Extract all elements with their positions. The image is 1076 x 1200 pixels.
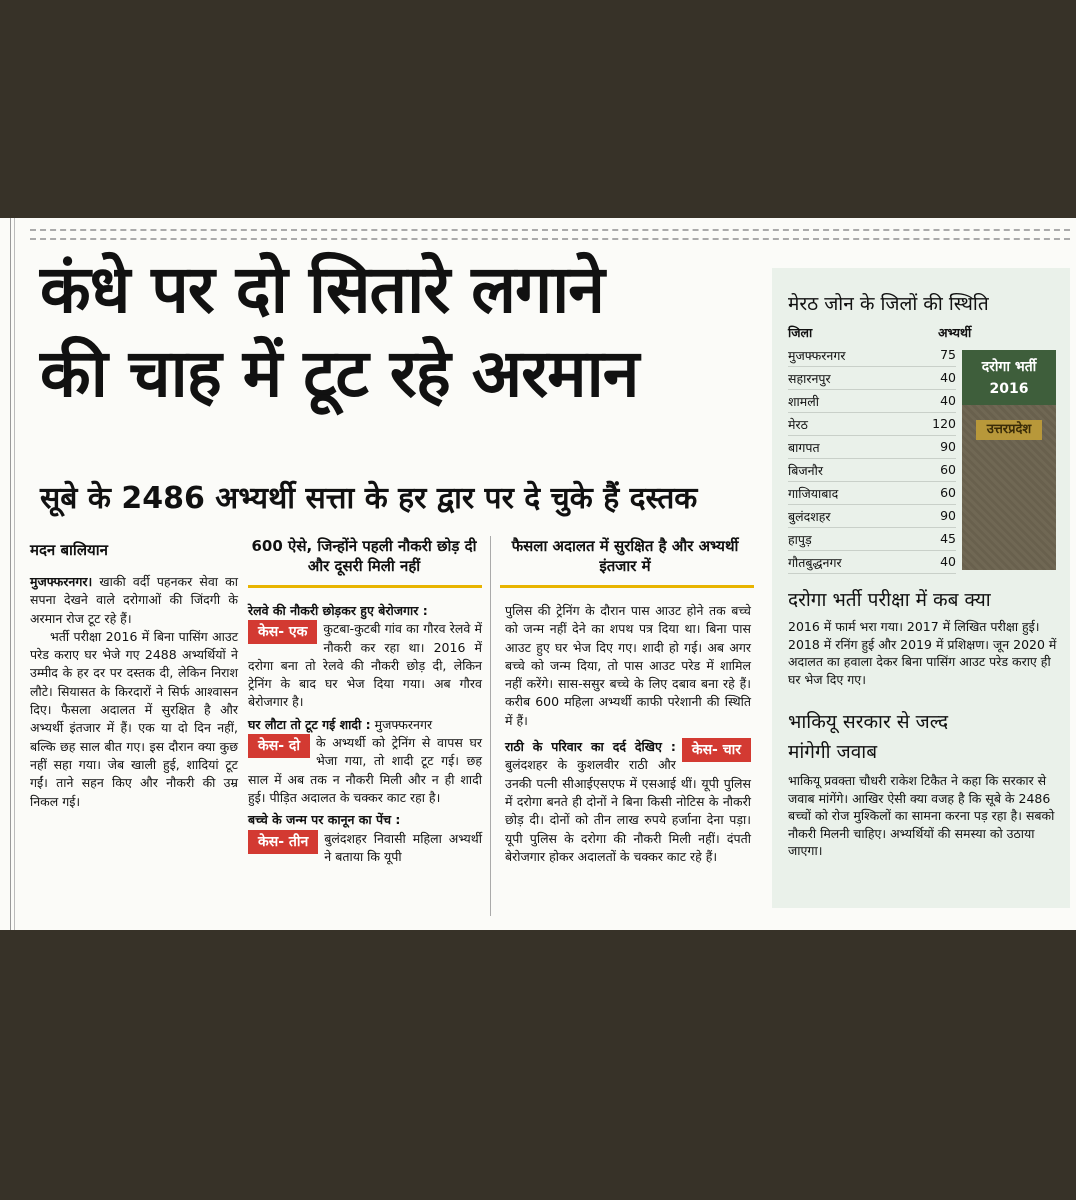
count-cell: 60 [940,462,956,477]
table-row [788,551,956,574]
column-header-district: जिला [788,325,813,340]
table-header [788,324,971,341]
table-title: मेरठ जोन के जिलों की स्थिति [788,293,989,315]
case-text: के अभ्यर्थी को ट्रेनिंग से वापस घर भेजा गया, तो शादी टूट गई। छह साल में अब तक न नौकरी मिली और न ही शादी हुई। पीड़ित अदालत के चक्कर काट रहा है। [248,735,482,805]
uniform-photo [962,350,1056,570]
district-cell: बागपत [788,440,820,455]
district-cell: सहारनपुर [788,371,831,386]
district-cell: मुजफ्फरनगर [788,348,846,363]
bku-title-line-1: भाकियू सरकार से जल्द [788,711,949,733]
sidebar [772,268,1070,908]
count-cell: 90 [940,439,956,454]
table-row [788,390,956,413]
bku-title-line-2: मांगेगी जवाब [788,741,878,763]
case-badge: केस- चार [682,738,751,762]
column-2-subhead: 600 ऐसे, जिन्होंने पहली नौकरी छोड़ दी और दूसरी मिली नहीं [251,537,477,575]
paragraph-text: खाकी वर्दी पहनकर सेवा का सपना देखने वाले दरोगाओं की जिंदगी के अरमान रोज टूट रहे हैं। [30,574,238,626]
table-row [788,482,956,505]
district-cell: गाजियाबाद [788,486,839,501]
table-row [788,528,956,551]
yellow-rule [248,585,482,588]
table-row [788,413,956,436]
case-text: बुलंदशहर निवासी महिला अभ्यर्थी ने बताया कि यूपी [324,830,482,864]
column-rule [490,536,491,916]
case-heading: रेलवे की नौकरी छोड़कर हुए बेरोजगार : [248,603,428,618]
column-3-subhead: फैसला अदालत में सुरक्षित है और अभ्यर्थी इंतजार में [511,537,739,575]
district-cell: हापुड़ [788,532,812,547]
column-1 [30,573,238,811]
case-lead: मुजफ्फरनगर [374,716,433,732]
column-3 [505,602,751,866]
column-header-count: अभ्यर्थी [938,325,972,340]
photo-caption-line-1: दरोगा भर्ती [981,359,1037,375]
bku-text: भाकियू प्रवक्ता चौधरी राकेश टिकैत ने कहा कि सरकार से जवाब मांगेंगे। आखिर ऐसी क्या वजह है कि सूबे के 2486 बच्चों को रोज मुश्किलों का सामना करना पड़ रहा है। सबको नौकरी मिलनी चाहिए। अभ्यर्थियों की समस्या को उठाया जाएगा। [788,773,1055,858]
headline-line-2: की चाह में टूट रहे अरमान [40,335,639,412]
case-text: कुटबा-कुटबी गांव का गौरव रेलवे में नौकरी कर रहा था। 2016 में दरोगा बना तो रेलवे की नौकरी छोड़ दी, लेकिन ट्रेनिंग के बाद घर भेज दिया गया। अब गौरव बेरोजगार है। [248,621,482,710]
dateline: मुजफ्फरनगर। [30,574,93,589]
district-cell: गौतबुद्धनगर [788,555,842,570]
count-cell: 40 [940,554,956,569]
headline-line-1: कंधे पर दो सितारे लगाने [40,251,604,328]
table-row [788,459,956,482]
case-heading: बच्चे के जन्म पर कानून का पेंच : [248,812,401,828]
dashed-rule [30,229,1070,231]
page-border [10,218,15,930]
paragraph [30,573,238,628]
column-2 [248,602,482,866]
shoulder-badge: उत्तरप्रदेश [976,420,1042,440]
count-cell: 120 [932,416,956,431]
district-cell: शामली [788,394,819,409]
dashed-rule [30,238,1070,240]
photo-caption [962,350,1056,405]
case-badge: केस- दो [248,734,310,758]
case-4 [505,738,751,866]
count-cell: 45 [940,531,956,546]
case-2 [248,716,482,734]
case-text: बुलंदशहर के कुशलवीर राठी और उनकी पत्नी सीआईएसएफ में एसआई थीं। यूपी पुलिस में दरोगा बनते ही दोनों ने बिना किसी नोटिस के नौकरी छोड़ दी। दोनों को तीन लाख रुपये हर्जाना देना पड़ा। यूपी पुलिस के दरोगा की नौकरी मिली नहीं। दंपती बेरोजगार होकर अदालतों के चक्कर काट रहे हैं। [505,757,751,864]
case-heading: राठी के परिवार का दर्द देखिए : [505,739,676,755]
count-cell: 75 [940,347,956,362]
table-row [788,505,956,528]
case-heading: घर लौटा तो टूट गई शादी : [248,716,371,732]
district-cell: बिजनौर [788,463,823,478]
paragraph: भर्ती परीक्षा 2016 में बिना पासिंग आउट परेड कराए घर भेजे गए 2488 अभ्यर्थियों ने उम्मीद के हर दर पर दस्तक दी, लेकिन निराश लौटे। सियासत के किरदारों ने सिर्फ आश्वासन दिए। फैसला अदालत में सुरक्षित है और अभ्यर्थी इंतजार में हैं। एक या दो दिन नहीं, बल्कि छह साल बीत गए। इस दौरान क्या कुछ नहीं सहा गया। जेब खाली हुई, शादियां टूट गईं। ताने सहन किए और नौकरी की उम्र निकल गई। [30,628,238,809]
case-badge: केस- एक [248,620,317,644]
timeline-title: दरोगा भर्ती परीक्षा में कब क्या [788,589,991,611]
photo-caption-line-2: 2016 [989,381,1029,397]
byline: मदन बालियान [30,541,108,559]
table-row [788,436,956,459]
count-cell: 40 [940,393,956,408]
district-cell: मेरठ [788,417,808,432]
table-row [788,367,956,390]
count-cell: 90 [940,508,956,523]
count-cell: 60 [940,485,956,500]
timeline-text: 2016 में फार्म भरा गया। 2017 में लिखित परीक्षा हुई। 2018 में रनिंग हुई और 2019 में प्रशिक्षण। जून 2020 में अदालत का हवाला देकर बिना पासिंग आउट परेड कराए ही घर भेज दिए गए। [788,619,1057,687]
yellow-rule [500,585,754,588]
case-2-body [248,734,482,807]
paragraph: पुलिस की ट्रेनिंग के दौरान पास आउट होने तक बच्चे को जन्म नहीं देने का शपथ पत्र दिया था। बिना पास आउट हुए घर भेज दिए गए। शादी हो गई। अब अगर बच्चे को जन्म दिया, तो पास आउट परेड में शामिल नहीं करेंगे। सास-ससुर बच्चे के लिए दबाव बना रहे हैं। करीब 600 महिला अभ्यर्थी काफी परेशानी की स्थिति में हैं। [505,603,751,728]
district-cell: बुलंदशहर [788,509,831,524]
subheadline: सूबे के 2486 अभ्यर्थी सत्ता के हर द्वार पर दे चुके हैं दस्तक [40,481,698,516]
count-cell: 40 [940,370,956,385]
case-1 [248,620,482,711]
case-3 [248,830,482,867]
case-badge: केस- तीन [248,830,318,854]
table-row [788,344,956,367]
newspaper-clipping [0,218,1076,930]
